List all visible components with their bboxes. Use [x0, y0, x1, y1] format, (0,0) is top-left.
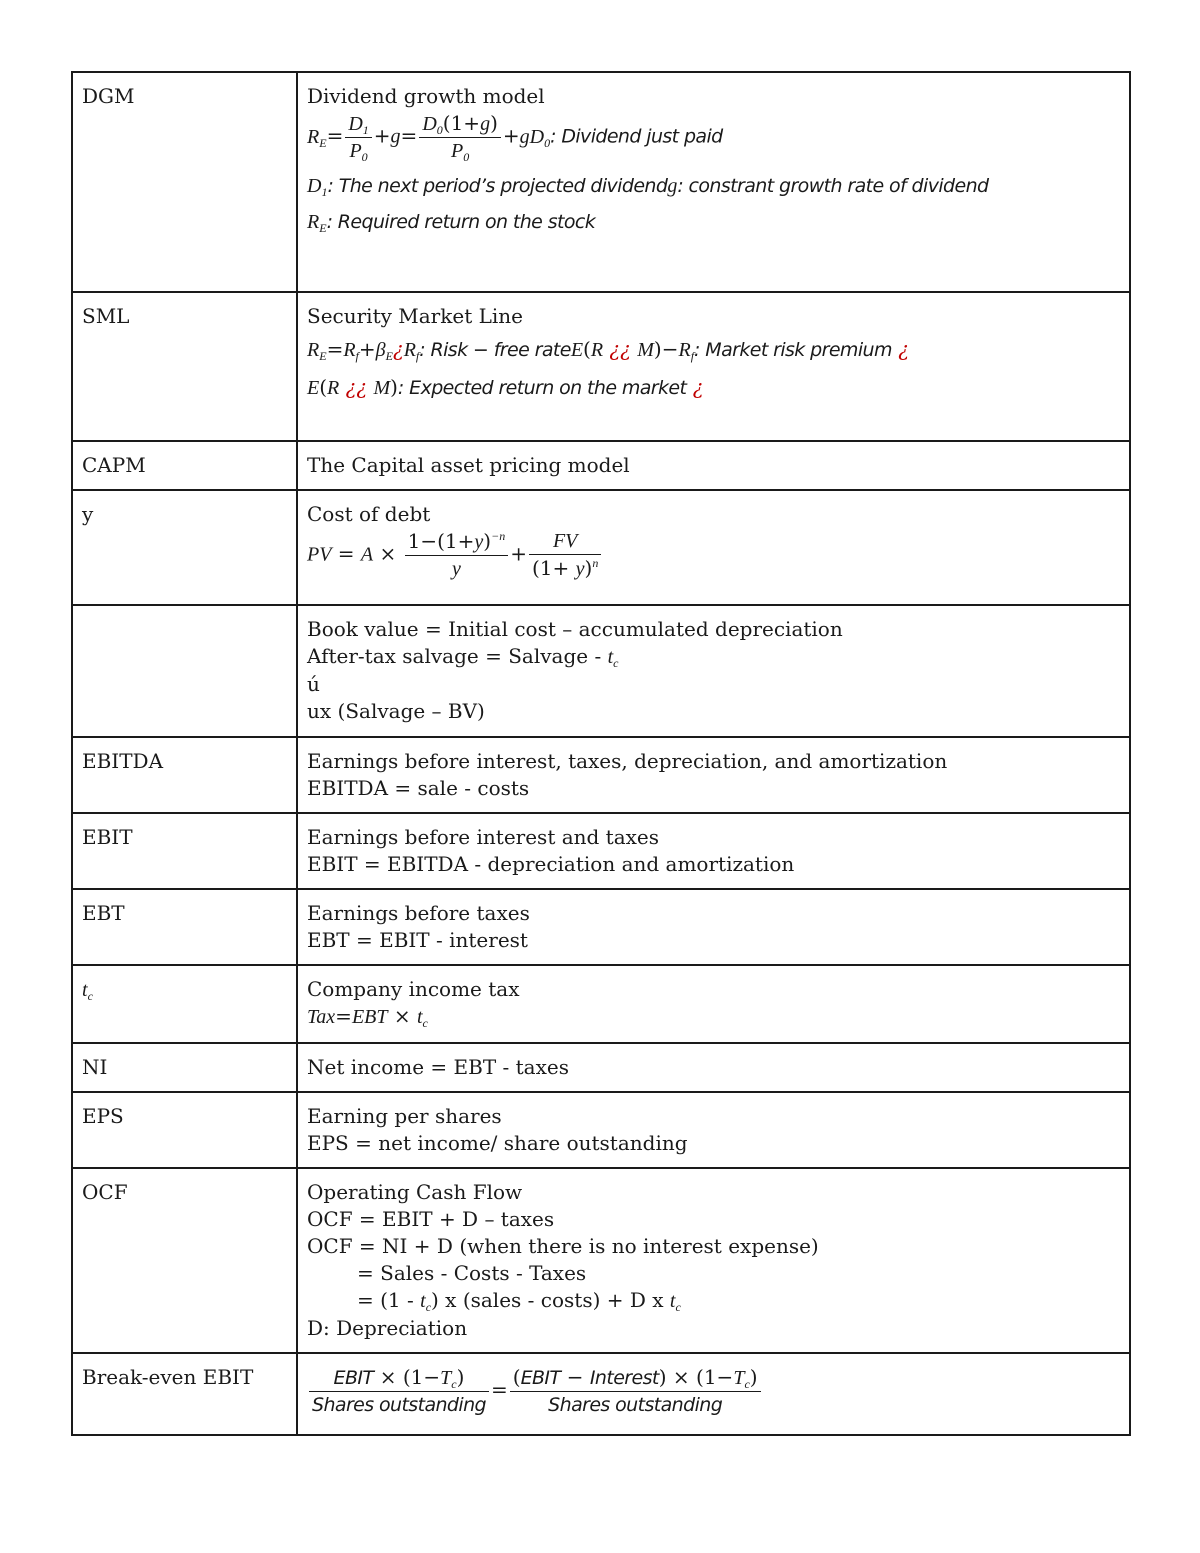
- text-line: Operating Cash Flow: [307, 1180, 523, 1204]
- term-symbol: $t_c$: [82, 979, 93, 1003]
- row-title: Dividend growth model: [307, 84, 545, 108]
- glyph: ¿: [392, 337, 404, 361]
- term-cell: Break-even EBIT: [72, 1353, 297, 1435]
- text-line: ux (Salvage – BV): [307, 699, 485, 723]
- table-row: [72, 889, 1130, 965]
- definition-cell: [297, 441, 1130, 490]
- text-line: = (1 -: [357, 1288, 421, 1312]
- glyph: ¿: [692, 375, 704, 399]
- glyph: ¿: [609, 337, 621, 361]
- formula: $Tax=EBT \times t_c$: [307, 1004, 428, 1030]
- term-cell: DGM: [72, 72, 297, 292]
- definition-text: : Risk − free rate: [419, 339, 571, 361]
- fraction-label: Shares outstanding: [548, 1394, 723, 1416]
- text-line: Net income = EBT - taxes: [307, 1055, 569, 1079]
- table-row: [72, 72, 1130, 292]
- definition-cell: [297, 72, 1130, 292]
- text-line: EPS = net income/ share outstanding: [307, 1131, 688, 1155]
- glyph: ¿: [356, 375, 368, 399]
- table-row: [72, 605, 1130, 737]
- definition-cell: [297, 965, 1130, 1043]
- text-line: Earning per shares: [307, 1104, 502, 1128]
- table-row: [72, 737, 1130, 813]
- formula: $R_E=R_f+\beta_E¿R_f$: Risk − free rateE(R ¿¿ $M)-R_f$: Market risk premium ¿: [307, 337, 909, 363]
- formula: $R_E$: Required return on the stock: [307, 211, 596, 235]
- definition-cell: [297, 1353, 1130, 1435]
- formula: $D_1$: The next period’s projected dividendg: constrant growth rate of dividend: [307, 175, 989, 199]
- table-row: [72, 1092, 1130, 1168]
- formula: After-tax salvage = Salvage - $t_c$: [307, 644, 619, 670]
- text-line: Earnings before interest, taxes, depreciation, and amortization: [307, 749, 948, 773]
- glyph: ¿: [898, 337, 909, 361]
- definition-cell: [297, 292, 1130, 441]
- text-line: ú: [307, 672, 320, 696]
- text-line: ) x (sales - costs) + D x: [431, 1288, 670, 1312]
- term-cell: EPS: [72, 1092, 297, 1168]
- table-row: [72, 490, 1130, 605]
- text-line: Earnings before taxes: [307, 901, 530, 925]
- term-cell: [72, 965, 297, 1043]
- text-line: After-tax salvage = Salvage -: [307, 644, 608, 668]
- text-line: Earnings before interest and taxes: [307, 825, 660, 849]
- fraction-label: Shares outstanding: [312, 1394, 486, 1416]
- definition-cell: [297, 1043, 1130, 1092]
- text-line: EBT = EBIT - interest: [307, 928, 528, 952]
- definition-text: : The next period’s projected dividend: [327, 175, 668, 197]
- text-line: D: Depreciation: [307, 1316, 468, 1340]
- table-row: [72, 1353, 1130, 1435]
- table-row: [72, 1043, 1130, 1092]
- definition-text: : Market risk premium: [694, 339, 892, 361]
- glyph: ¿: [620, 337, 631, 361]
- definition-cell: [297, 889, 1130, 965]
- definition-cell: [297, 1168, 1130, 1353]
- definition-text: : Required return on the stock: [326, 211, 596, 233]
- text-line: Book value = Initial cost – accumulated depreciation: [307, 617, 843, 641]
- formula: E(R ¿¿ M): Expected return on the market ¿: [307, 375, 704, 399]
- row-title: Cost of debt: [307, 502, 431, 526]
- term-cell: y: [72, 490, 297, 605]
- text-line: OCF = NI + D (when there is no interest expense): [307, 1234, 819, 1258]
- term-cell: EBIT: [72, 813, 297, 889]
- definition-cell: [297, 1092, 1130, 1168]
- formula: = $(1 - t_c)$ x (sales - costs) + D x $t_c$: [357, 1288, 681, 1314]
- definition-text: : Expected return on the market: [397, 377, 687, 399]
- term-cell: CAPM: [72, 441, 297, 490]
- definition-text: : Dividend just paid: [550, 125, 723, 148]
- glyph: ¿: [345, 375, 357, 399]
- text-line: EBIT = EBITDA - depreciation and amortization: [307, 852, 795, 876]
- text-line: OCF = EBIT + D – taxes: [307, 1207, 555, 1231]
- formula-table: [71, 71, 1131, 1436]
- definition-cell: [297, 605, 1130, 737]
- fraction-label: Interest: [589, 1367, 659, 1389]
- text-line: = Sales - Costs - Taxes: [357, 1261, 587, 1285]
- term-cell: OCF: [72, 1168, 297, 1353]
- definition-cell: [297, 737, 1130, 813]
- definition-cell: [297, 813, 1130, 889]
- formula: $R_E=$ $\frac{D_1}{P_0}$ +g= $\frac{D_0(1+g)}{P_0}$ $+gD_0$: Dividend just paid: [307, 111, 723, 164]
- table-row: [72, 441, 1130, 490]
- row-title: Security Market Line: [307, 304, 523, 328]
- definition-text: : constrant growth rate of dividend: [677, 175, 989, 197]
- term-cell: [72, 605, 297, 737]
- definition-cell: [297, 490, 1130, 605]
- term-cell: EBT: [72, 889, 297, 965]
- table-row: [72, 813, 1130, 889]
- formula: PV = A × $\frac{1-(1+y)^{-n}}{y}$ + $\frac{FV}{(1+ y)^n}$: [307, 528, 1121, 582]
- row-title: Company income tax: [307, 977, 520, 1001]
- term-cell: SML: [72, 292, 297, 441]
- term-cell: EBITDA: [72, 737, 297, 813]
- row-title: The Capital asset pricing model: [307, 453, 630, 477]
- table-row: [72, 292, 1130, 441]
- term-cell: NI: [72, 1043, 297, 1092]
- table-row: [72, 1168, 1130, 1353]
- formula: $\frac{EBIT \times (1-T_c)}{\text{Shares outstanding}}$ = $\frac{(EBIT - Interest) \times (1-T_c)}{\text{Shares outstanding}}$: [307, 1364, 1121, 1418]
- text-line: EBITDA = sale - costs: [307, 776, 530, 800]
- table-row: [72, 965, 1130, 1043]
